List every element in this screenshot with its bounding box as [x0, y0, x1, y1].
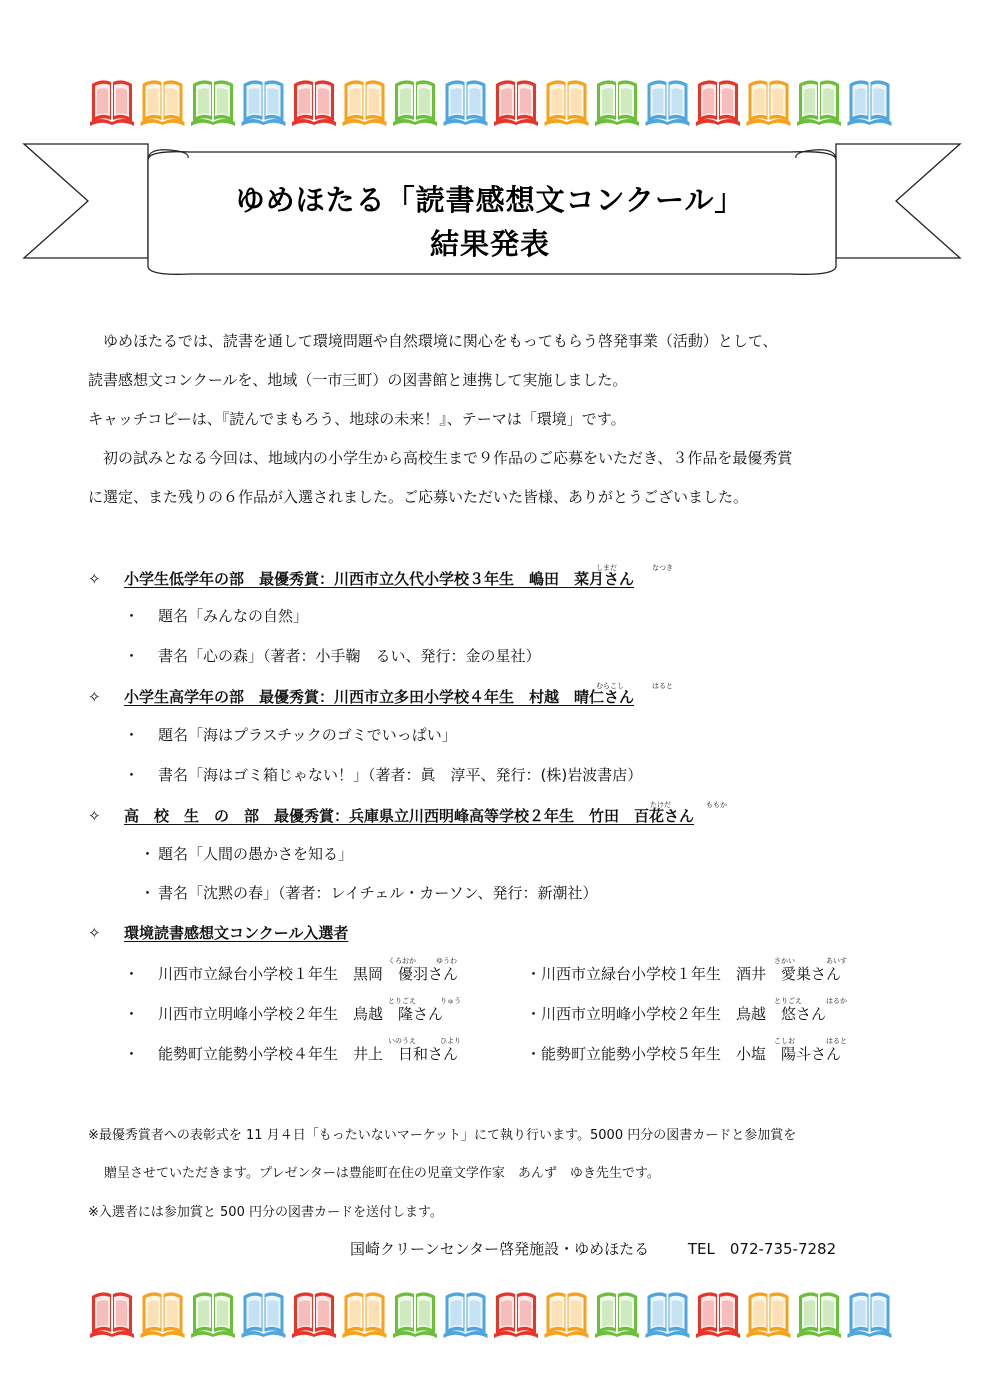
- book-row: [0, 70, 984, 130]
- open-book-icon: [292, 80, 336, 126]
- intro-line: に選定、また残りの６作品が入選されました。ご応募いただいた皆様、ありがとうございました。: [88, 488, 749, 506]
- bullet-icon: ・: [140, 884, 156, 902]
- ruby-reading: りゅう: [440, 997, 461, 1005]
- open-book-icon: [90, 80, 134, 126]
- bullet-icon: ・: [124, 766, 140, 784]
- category-heading: [88, 805, 694, 826]
- ruby-reading: とりごえ: [774, 997, 802, 1005]
- intro-text: [88, 322, 908, 517]
- open-book-icon: [494, 1292, 538, 1338]
- open-book-icon: [343, 1292, 387, 1338]
- page-subtitle: 結果発表: [429, 227, 550, 261]
- bullet-icon: ・: [124, 1045, 140, 1063]
- ruby-reading: はると: [826, 1037, 847, 1045]
- category-heading: [88, 686, 634, 707]
- book-title: 書名「心の森」（著者：小手鞠 るい、発行：金の星社）: [158, 647, 541, 665]
- diamond-icon: ✧: [88, 924, 101, 942]
- organization-name: 国崎クリーンセンター啓発施設・ゆめほたる: [350, 1240, 650, 1258]
- open-book-icon: [747, 1292, 791, 1338]
- open-book-icon: [444, 80, 488, 126]
- ruby-reading: なつき: [652, 564, 673, 572]
- open-book-icon: [747, 80, 791, 126]
- entry-title: 題名「人間の愚かさを知る」: [158, 845, 354, 863]
- open-book-icon: [191, 1292, 235, 1338]
- open-book-icon: [595, 1292, 639, 1338]
- ruby-reading: こしお: [774, 1037, 795, 1045]
- open-book-icon: [191, 80, 235, 126]
- ruby-reading: しまだ: [596, 564, 617, 572]
- ruby-reading: くろおか: [388, 957, 416, 965]
- diamond-icon: ✧: [88, 570, 101, 588]
- bullet-icon: ・: [124, 1005, 140, 1023]
- winner-entry: 能勢町立能勢小学校４年生 井上 日和さん: [158, 1045, 459, 1063]
- ruby-reading: はると: [652, 682, 673, 690]
- category-title: 環境読書感想文コンクール入選者: [124, 924, 349, 942]
- open-book-icon: [292, 1292, 336, 1338]
- open-book-icon: [444, 1292, 488, 1338]
- ruby-reading: あいす: [826, 957, 847, 965]
- page-title: ゆめほたる「読書感想文コンクール」: [235, 183, 745, 217]
- book-title: 書名「海はゴミ箱じゃない！」（著者：眞 淳平、発行：(株)岩波書店）: [158, 766, 643, 784]
- open-book-icon: [848, 1292, 892, 1338]
- winner-entry: ・能勢町立能勢小学校５年生 小塩 陽斗さん: [526, 1045, 842, 1063]
- open-book-icon: [393, 80, 437, 126]
- open-book-icon: [242, 1292, 286, 1338]
- open-book-icon: [242, 80, 286, 126]
- bullet-icon: ・: [140, 845, 156, 863]
- ruby-reading: むらこし: [596, 682, 624, 690]
- bullet-icon: ・: [124, 647, 140, 665]
- open-book-icon: [141, 80, 185, 126]
- ruby-reading: いのうえ: [388, 1037, 416, 1045]
- intro-line: 初の試みとなる今回は、地域内の小学生から高校生まで９作品のご応募をいただき、３作品を最優秀賞: [103, 449, 793, 467]
- bullet-icon: ・: [124, 607, 140, 625]
- winner-entry: ・川西市立明峰小学校２年生 鳥越 悠さん: [526, 1005, 827, 1023]
- book-title: 書名「沈黙の春」（著者：レイチェル・カーソン、発行：新潮社）: [158, 884, 598, 902]
- winner-entry: 川西市立明峰小学校２年生 鳥越 隆さん: [158, 1005, 444, 1023]
- category-heading: [88, 568, 634, 589]
- ruby-reading: ゆうわ: [436, 957, 457, 965]
- diamond-icon: ✧: [88, 688, 101, 706]
- open-book-icon: [696, 80, 740, 126]
- open-book-icon: [545, 1292, 589, 1338]
- top-book-border: [0, 70, 984, 130]
- open-book-icon: [848, 80, 892, 126]
- intro-line: ゆめほたるでは、読書を通して環境問題や自然環境に関心をもってもらう啓発事業（活動）として、: [103, 332, 778, 350]
- open-book-icon: [141, 1292, 185, 1338]
- ruby-reading: さかい: [774, 957, 795, 965]
- contact-footer: [350, 1238, 836, 1259]
- intro-line: キャッチコピーは、『読んでまもろう、地球の未来！』、テーマは「環境」です。: [88, 410, 626, 428]
- prize-note: ※入選者には参加賞と 500 円分の図書カードを送付します。: [88, 1205, 443, 1220]
- ceremony-note-cont: 贈呈させていただきます。プレゼンターは豊能町在住の児童文学作家 あんず ゆき先生です。: [104, 1166, 660, 1181]
- category-title: 高 校 生 の 部 最優秀賞：兵庫県立川西明峰高等学校２年生 竹田 百花さん: [124, 807, 695, 825]
- open-book-icon: [696, 1292, 740, 1338]
- open-book-icon: [343, 80, 387, 126]
- entry-title: 題名「海はプラスチックのゴミでいっぱい」: [158, 726, 457, 744]
- winner-entry: ・川西市立緑台小学校１年生 酒井 愛巣さん: [526, 965, 842, 983]
- bullet-icon: ・: [124, 965, 140, 983]
- ruby-reading: ももか: [706, 801, 727, 809]
- open-book-icon: [797, 80, 841, 126]
- open-book-icon: [494, 80, 538, 126]
- ruby-reading: とりごえ: [388, 997, 416, 1005]
- bullet-icon: ・: [124, 726, 140, 744]
- open-book-icon: [545, 80, 589, 126]
- open-book-icon: [90, 1292, 134, 1338]
- ruby-reading: たけだ: [650, 801, 671, 809]
- intro-line: 読書感想文コンクールを、地域（一市三町）の図書館と連携して実施しました。: [88, 371, 628, 389]
- entry-title: 題名「みんなの自然」: [158, 607, 309, 625]
- category-title: 小学生低学年の部 最優秀賞：川西市立久代小学校３年生 嶋田 菜月さん: [124, 570, 635, 588]
- bottom-book-border: [0, 1282, 984, 1342]
- open-book-icon: [393, 1292, 437, 1338]
- title-banner: [0, 130, 984, 290]
- open-book-icon: [646, 1292, 690, 1338]
- book-row: [0, 1282, 984, 1342]
- diamond-icon: ✧: [88, 807, 101, 825]
- category-title: 小学生高学年の部 最優秀賞：川西市立多田小学校４年生 村越 晴仁さん: [124, 688, 635, 706]
- open-book-icon: [595, 80, 639, 126]
- winner-entry: 川西市立緑台小学校１年生 黒岡 優羽さん: [158, 965, 459, 983]
- category-heading: [88, 922, 348, 943]
- open-book-icon: [646, 80, 690, 126]
- ruby-reading: はるか: [826, 997, 847, 1005]
- phone-number: TEL 072-735-7282: [687, 1240, 837, 1258]
- ruby-reading: ひより: [440, 1037, 461, 1045]
- ceremony-note: ※最優秀賞者への表彰式を 11 月４日「もったいないマーケット」にて執り行います。5000 円分の図書カードと参加賞を: [88, 1128, 797, 1143]
- open-book-icon: [797, 1292, 841, 1338]
